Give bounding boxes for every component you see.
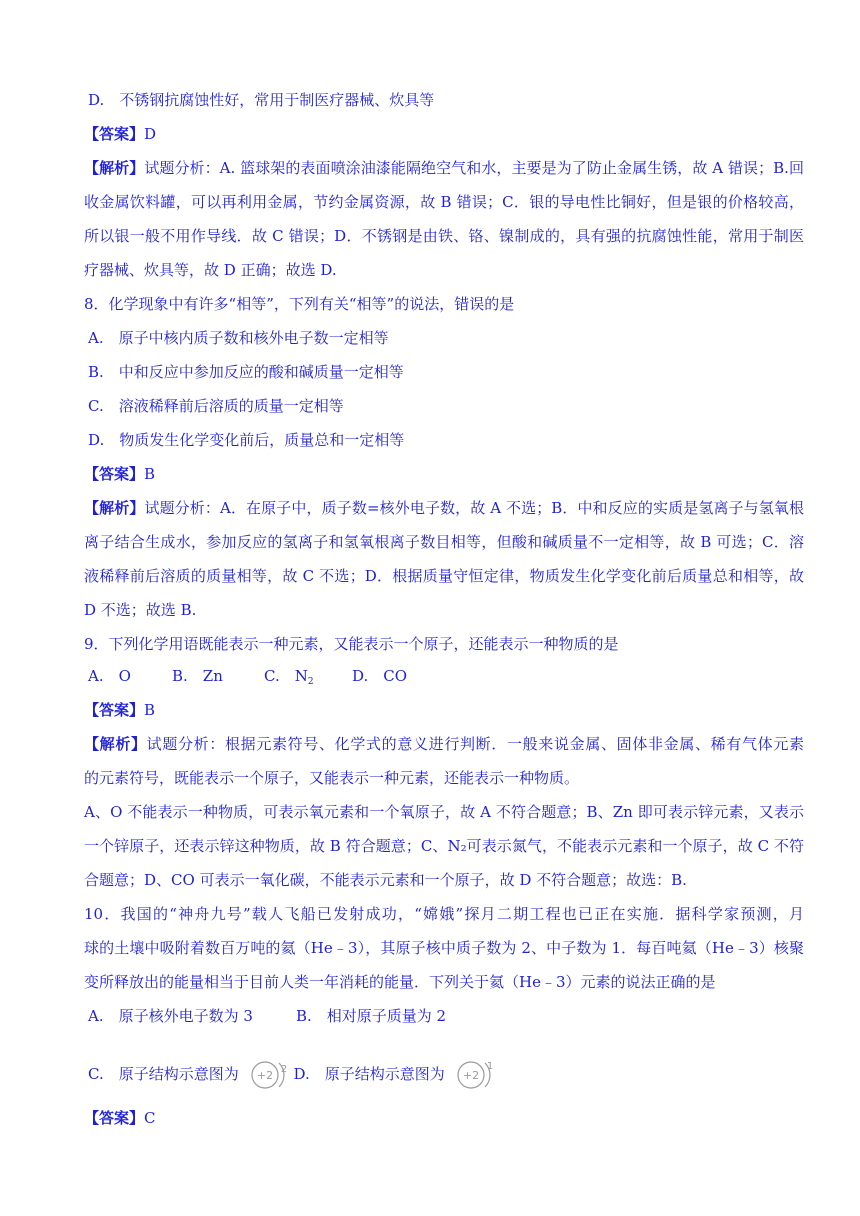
q8-answer: [84, 464, 804, 484]
q7-explanation-4: 疗器械、炊具等，故 D 正确；故选 D.: [84, 261, 337, 279]
explanation-tag: 【解析】: [84, 735, 147, 753]
q7-answer: [84, 124, 804, 144]
q8-option-c: C. 溶液稀释前后溶质的质量一定相等: [88, 397, 344, 415]
explanation-tag: 【解析】: [84, 159, 145, 177]
q9-stem: 9．下列化学用语既能表示一种元素，又能表示一个原子，还能表示一种物质的是: [84, 635, 619, 653]
q9-explanation-1: [84, 734, 804, 754]
q9-option-b: B. Zn: [172, 667, 223, 685]
q8-option-a: A. 原子中核内质子数和核外电子数一定相等: [88, 329, 389, 347]
q8-explanation-2: 离子结合生成水，参加反应的氢离子和氢氧根离子数目相等，但酸和碱质量不一定相等，故 B 可选；C．溶: [84, 533, 804, 551]
explanation-tag: 【解析】: [84, 499, 145, 517]
explanation-text: 试题分析：A．在原子中，质子数=核外电子数，故 A 不选；B．中和反应的实质是氢离子与氢氧根: [144, 499, 804, 517]
q10-option-d-text: D. 原子结构示意图为: [293, 1065, 445, 1083]
q10-answer: [84, 1108, 804, 1128]
q9-answer: [84, 700, 804, 720]
q9-explanation-2: 的元素符号，既能表示一个原子，又能表示一种元素，还能表示一种物质。: [84, 769, 580, 787]
q8-explanation-4: D 不选；故选 B.: [84, 601, 197, 619]
atom-structure-diagram-icon: [454, 1055, 498, 1095]
answer-tag: 【答案】: [84, 1109, 145, 1127]
answer-tag: 【答案】: [84, 465, 145, 483]
q10-stem-1: 10．我国的“神舟九号”载人飞船已发射成功，“嫦娥”探月二期工程也已正在实施．据科学家预测，月: [84, 905, 804, 923]
q10-stem-2: 球的土壤中吸附着数百万吨的氦（He﹣3），其原子核中质子数为 2、中子数为 1．每百吨氦（He﹣3）核聚: [84, 939, 804, 957]
answer-tag: 【答案】: [84, 125, 145, 143]
q9-option-c-subscript: 2: [307, 677, 314, 687]
q10-option-c-text: C. 原子结构示意图为: [88, 1065, 239, 1083]
q8-option-b: B. 中和反应中参加反应的酸和碱质量一定相等: [88, 363, 404, 381]
q9-options: [88, 666, 804, 692]
q10-stem-3: 变所释放出的能量相当于目前人类一年消耗的能量．下列关于氦（He﹣3）元素的说法正确的是: [84, 973, 716, 991]
q9-option-a: A. O: [88, 667, 131, 685]
atom-shell-electrons: 1: [486, 1061, 493, 1072]
answer-value: B: [144, 465, 156, 483]
answer-value: D: [144, 125, 157, 143]
q9-explanation-3: A、O 不能表示一种物质，可表示氧元素和一个氧原子，故 A 不符合题意；B、Zn 即可表示锌元素，又表示: [84, 803, 804, 821]
atom-nucleus-charge: +2: [462, 1069, 479, 1082]
q7-option-d: D. 不锈钢抗腐蚀性好，常用于制医疗器械、炊具等: [88, 91, 435, 109]
q7-explanation-3: 所以银一般不用作导线．故 C 错误；D．不锈钢是由铁、铬、镍制成的，具有强的抗腐蚀性能，常用于制医: [84, 227, 804, 245]
q9-explanation-5: 合题意；D、CO 可表示一氧化碳，不能表示元素和一个原子，故 D 不符合题意；故选：B.: [84, 871, 687, 889]
atom-structure-diagram-icon: [248, 1055, 292, 1095]
explanation-text: 试题分析：根据元素符号、化学式的意义进行判断．一般来说金属、固体非金属、稀有气体元素: [146, 735, 804, 753]
q8-explanation-3: 液稀释前后溶质的质量相等，故 C 不选；D．根据质量守恒定律，物质发生化学变化前后质量总和相等，故: [84, 567, 804, 585]
q7-explanation-2: 收金属饮料罐，可以再利用金属，节约金属资源，故 B 错误；C．银的导电性比铜好，但是银的价格较高，: [84, 193, 804, 211]
q10-option-c: [88, 1052, 292, 1096]
q10-options-ab: [88, 1006, 804, 1026]
q8-stem: 8．化学现象中有许多“相等”，下列有关“相等”的说法，错误的是: [84, 295, 515, 313]
q9-option-c-text: C. N: [264, 667, 308, 685]
q9-option-c: [264, 666, 352, 692]
answer-tag: 【答案】: [84, 701, 145, 719]
atom-shell-electrons: 2: [280, 1064, 287, 1075]
q8-explanation-1: [84, 498, 804, 518]
q9-option-d: D. CO: [352, 667, 408, 685]
q8-option-d: D. 物质发生化学变化前后，质量总和一定相等: [88, 431, 405, 449]
q10-options-cd: [88, 1052, 804, 1096]
answer-value: C: [144, 1109, 156, 1127]
q7-explanation-1: [84, 158, 804, 178]
answer-value: B: [144, 701, 156, 719]
q9-explanation-4: 一个锌原子，还表示锌这种物质，故 B 符合题意；C、N₂可表示氮气，不能表示元素和一个原子，故 C 不符: [84, 837, 804, 855]
q10-option-b: B. 相对原子质量为 2: [296, 1007, 447, 1025]
atom-nucleus-charge: +2: [256, 1069, 273, 1082]
q10-option-a: A. 原子核外电子数为 3: [88, 1007, 253, 1025]
explanation-text: 试题分析：A. 篮球架的表面喷涂油漆能隔绝空气和水，主要是为了防止金属生锈，故 A 错误；B.回: [144, 159, 804, 177]
q10-option-d: [294, 1052, 498, 1096]
